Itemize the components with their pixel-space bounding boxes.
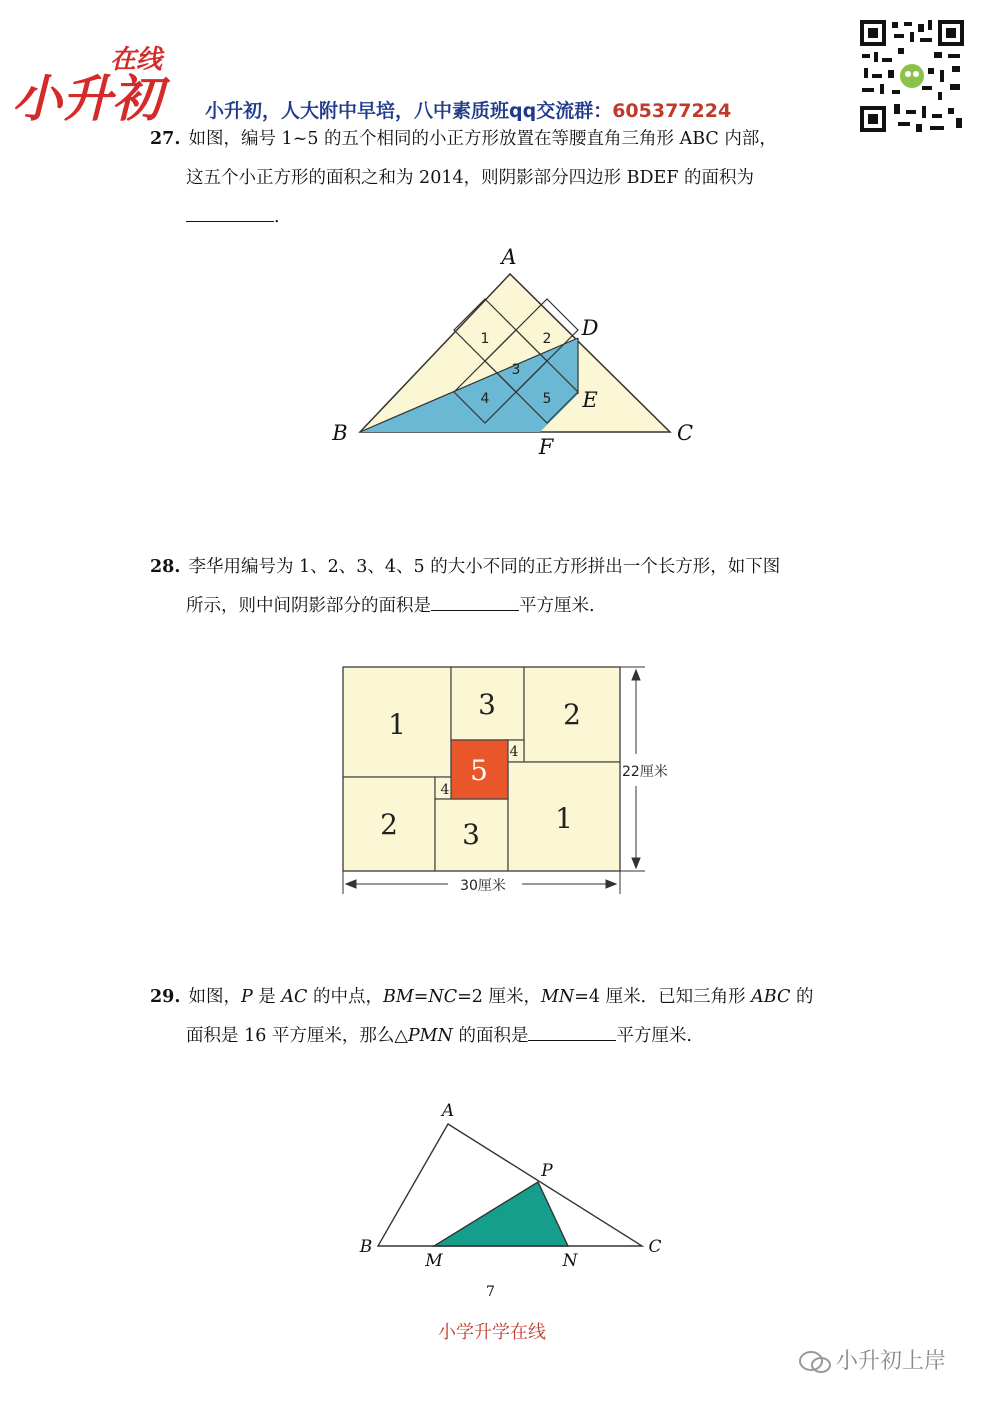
figure-27-triangle <box>320 240 720 474</box>
question-text-line1: 李华用编号为 1、2、3、4、5 的大小不同的正方形拼出一个长方形，如下图 <box>188 557 781 577</box>
question-number: 29. <box>150 987 181 1007</box>
var-bm: BM <box>382 987 414 1007</box>
footer-site: 小学升学在线 <box>438 1322 546 1343</box>
point-label-m: M <box>425 1251 443 1271</box>
question-number: 28. <box>150 557 181 577</box>
brand-logo <box>8 38 178 128</box>
point-label-p: P <box>541 1161 553 1181</box>
label-4a: 4 <box>509 744 519 760</box>
var-nc: NC <box>428 987 458 1007</box>
question-text-end: . <box>274 207 280 227</box>
height-label: 22厘米 <box>622 764 668 780</box>
square-label-1: 1 <box>480 331 490 347</box>
logo-main-text: 小升初 <box>12 70 162 128</box>
header-qq: 605377224 <box>612 100 732 122</box>
question-27 <box>150 120 850 237</box>
watermark-text: 小升初上岸 <box>836 1349 947 1374</box>
question-number: 27. <box>150 129 181 149</box>
question-text-line2a: 所示，则中间阴影部分的面积是 <box>186 596 431 616</box>
answer-blank[interactable] <box>431 592 519 611</box>
var-abc: ABC <box>751 987 791 1007</box>
q29-text: 是 <box>252 987 282 1007</box>
square-label-4: 4 <box>480 391 490 407</box>
label-5: 5 <box>470 754 488 787</box>
q29-text: =4 厘米．已知三角形 <box>574 987 752 1007</box>
square-label-2: 2 <box>542 331 552 347</box>
label-2b: 2 <box>380 808 398 841</box>
point-label-n: N <box>562 1251 578 1271</box>
point-label-a: A <box>441 1101 455 1121</box>
label-4b: 4 <box>440 782 450 798</box>
header-title <box>205 96 731 123</box>
answer-blank[interactable] <box>528 1022 616 1041</box>
q29-text: 如图， <box>188 987 241 1007</box>
q29-text: =2 厘米， <box>457 987 541 1007</box>
question-29 <box>150 978 850 1056</box>
question-28 <box>150 548 850 626</box>
width-label: 30厘米 <box>460 878 506 894</box>
square-label-3: 3 <box>511 362 521 378</box>
point-label-c: C <box>676 421 694 445</box>
figure-28-rectangle <box>340 664 690 904</box>
q29-text: 的中点， <box>307 987 383 1007</box>
label-1a: 1 <box>388 708 406 741</box>
header-title-text: 小升初，人大附中早培，八中素质班qq交流群： <box>205 100 613 122</box>
point-label-b: B <box>359 1237 373 1257</box>
point-label-e: E <box>582 388 598 412</box>
label-3b: 3 <box>462 818 480 851</box>
question-text-line2: 这五个小正方形的面积之和为 2014，则阴影部分四边形 BDEF 的面积为 <box>186 168 755 188</box>
var-ac: AC <box>281 987 308 1007</box>
label-1b: 1 <box>555 802 573 835</box>
point-label-a: A <box>501 245 517 269</box>
square-label-5: 5 <box>542 391 552 407</box>
question-text-line1: 如图，编号 1~5 的五个相同的小正方形放置在等腰直角三角形 ABC 内部， <box>188 129 777 149</box>
logo-sub-text: 在线 <box>110 45 163 75</box>
q29-text: 的 <box>790 987 814 1007</box>
point-label-c: C <box>648 1237 662 1257</box>
wechat-icon <box>798 1350 832 1374</box>
answer-blank[interactable] <box>186 203 274 222</box>
point-label-b: B <box>332 421 348 445</box>
question-text-line2c: 平方厘米. <box>616 1026 692 1046</box>
var-mn: MN <box>541 987 575 1007</box>
q29-text: = <box>413 987 429 1007</box>
point-label-d: D <box>581 316 599 340</box>
label-2a: 2 <box>563 698 581 731</box>
question-text-line2b: 平方厘米. <box>519 596 595 616</box>
var-p: P <box>240 987 253 1007</box>
watermark <box>798 1344 946 1375</box>
qr-code <box>858 18 966 134</box>
figure-29-triangle <box>350 1096 680 1280</box>
label-3a: 3 <box>478 688 496 721</box>
var-pmn: PMN <box>407 1026 453 1046</box>
question-text-line2a: 面积是 16 平方厘米，那么△ <box>186 1026 408 1046</box>
page-number: 7 <box>486 1284 495 1300</box>
point-label-f: F <box>538 435 554 459</box>
question-text-line2b: 的面积是 <box>452 1026 529 1046</box>
